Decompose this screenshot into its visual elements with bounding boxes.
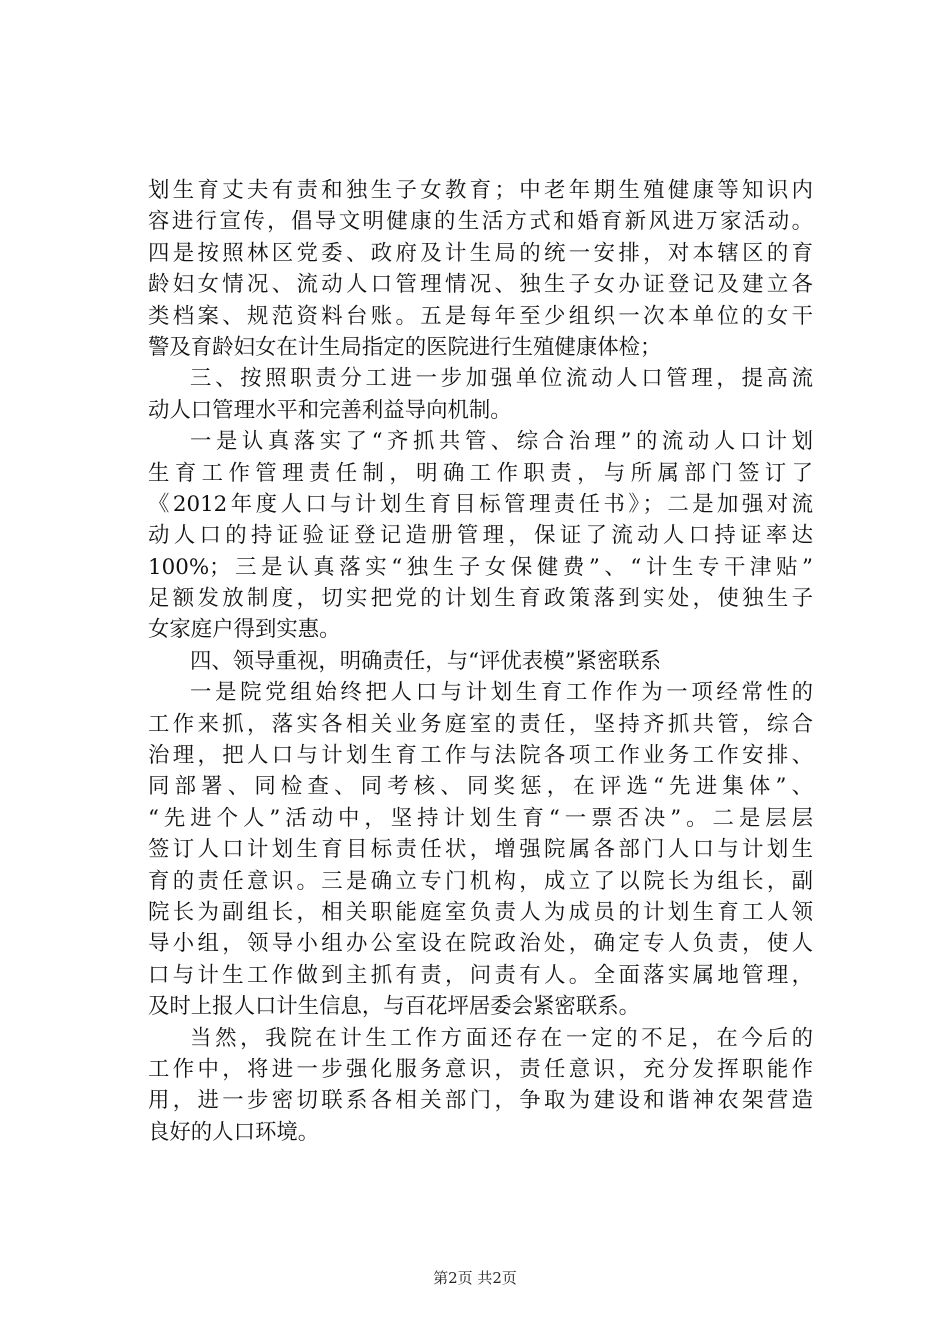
text-line: 生育工作管理责任制，明确工作职责，与所属部门签订了 bbox=[148, 460, 813, 486]
text-line: 导小组，领导小组办公室设在院政治处，确定专人负责，使人 bbox=[148, 931, 813, 957]
text-line: 同部署、同检查、同考核、同奖惩，在评选“先进集体”、 bbox=[148, 774, 813, 800]
text-line: 及时上报人口计生信息，与百花坪居委会紧密联系。 bbox=[148, 994, 640, 1020]
text-line: 龄妇女情况、流动人口管理情况、独生子女办证登记及建立各 bbox=[148, 272, 813, 298]
body-text bbox=[148, 175, 813, 1148]
text-line: 院长为副组长，相关职能庭室负责人为成员的计划生育工人领 bbox=[148, 899, 813, 925]
text-line: 动人口的持证验证登记造册管理，保证了流动人口持证率达 bbox=[148, 523, 813, 549]
text-line: 四、领导重视，明确责任，与“评优表模”紧密联系 bbox=[190, 648, 662, 674]
text-line: 动人口管理水平和完善利益导向机制。 bbox=[148, 397, 512, 423]
text-line: “先进个人”活动中，坚持计划生育“一票否决”。二是层层 bbox=[148, 805, 813, 831]
text-line: 工作中，将进一步强化服务意识，责任意识，充分发挥职能作 bbox=[148, 1056, 813, 1082]
page-footer: 第2页 共2页 bbox=[433, 1269, 517, 1287]
text-line: 签订人口计划生育目标责任状，增强院属各部门人口与计划生 bbox=[148, 837, 813, 863]
text-line: 治理，把人口与计划生育工作与法院各项工作业务工作安排、 bbox=[148, 743, 813, 769]
text-line: 《2012年度人口与计划生育目标管理责任书》；二是加强对流 bbox=[148, 491, 813, 517]
text-line: 口与计生工作做到主抓有责，问责有人。全面落实属地管理， bbox=[148, 962, 813, 988]
text-line: 足额发放制度，切实把党的计划生育政策落到实处，使独生子 bbox=[148, 586, 813, 612]
text-line: 育的责任意识。三是确立专门机构，成立了以院长为组长，副 bbox=[148, 868, 813, 894]
text-line: 划生育丈夫有责和独生子女教育；中老年期生殖健康等知识内 bbox=[148, 178, 813, 203]
text-line: 容进行宣传，倡导文明健康的生活方式和婚育新风进万家活动。 bbox=[148, 209, 813, 235]
text-line: 100%；三是认真落实“独生子女保健费”、“计生专干津贴” bbox=[148, 554, 813, 580]
text-line: 四是按照林区党委、政府及计生局的统一安排，对本辖区的育 bbox=[148, 240, 813, 266]
text-line: 女家庭户得到实惠。 bbox=[148, 617, 341, 643]
text-line: 当然，我院在计生工作方面还存在一定的不足，在今后的 bbox=[190, 1025, 813, 1051]
text-line: 良好的人口环境。 bbox=[148, 1119, 320, 1145]
text-line: 工作来抓，落实各相关业务庭室的责任，坚持齐抓共管，综合 bbox=[148, 711, 813, 737]
text-line: 警及育龄妇女在计生局指定的医院进行生殖健康体检； bbox=[148, 334, 662, 360]
text-line: 类档案、规范资料台账。五是每年至少组织一次本单位的女干 bbox=[148, 303, 813, 329]
text-line: 一是认真落实了“齐抓共管、综合治理”的流动人口计划 bbox=[190, 429, 813, 455]
text-line: 三、按照职责分工进一步加强单位流动人口管理，提高流 bbox=[190, 366, 813, 392]
text-line: 一是院党组始终把人口与计划生育工作作为一项经常性的 bbox=[190, 680, 813, 706]
text-line: 用，进一步密切联系各相关部门，争取为建设和谐神农架营造 bbox=[148, 1088, 813, 1114]
